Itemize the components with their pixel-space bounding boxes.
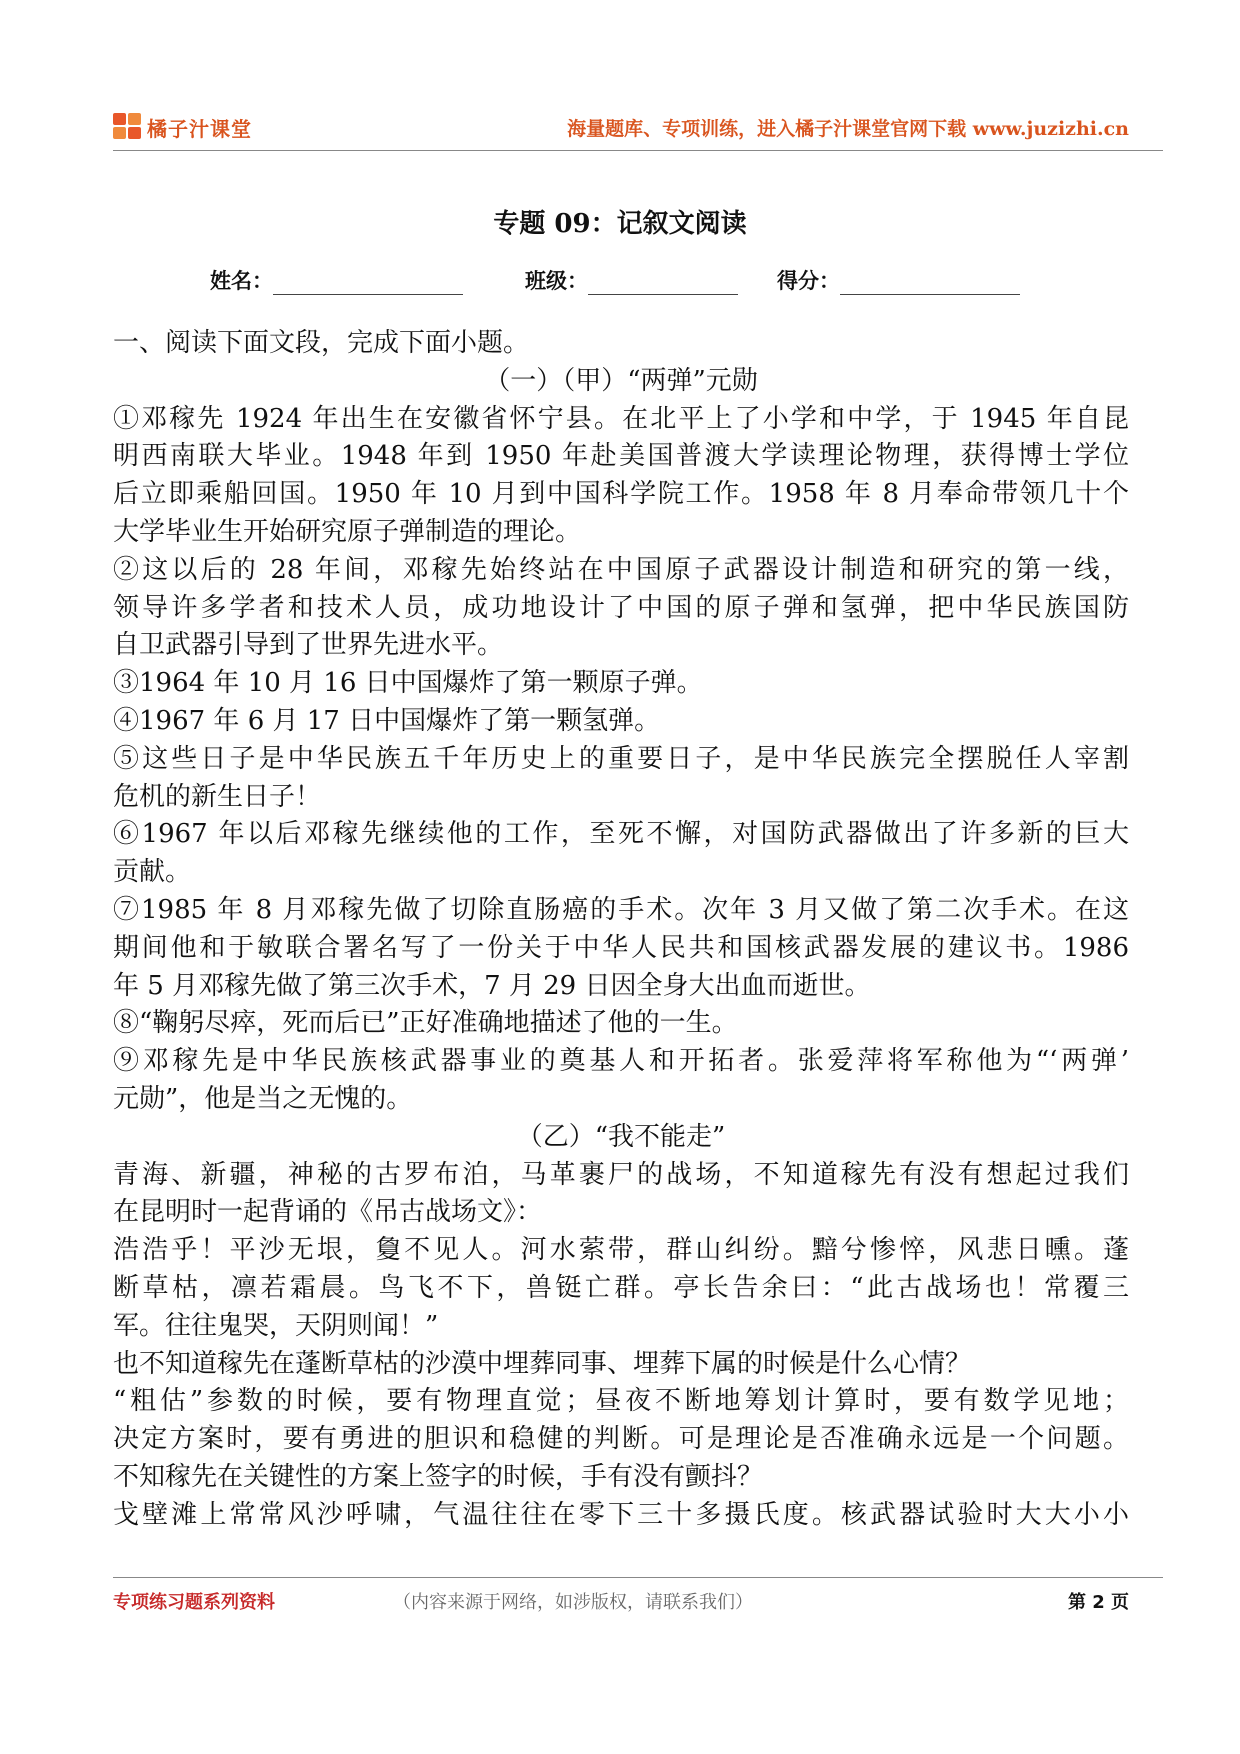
passage-line: ⑨邓稼先是中华民族核武器事业的奠基人和开拓者。张爱萍将军称他为“‘两弹’ <box>113 1046 1129 1077</box>
footer-divider <box>113 1577 1163 1578</box>
passage-line: （乙）“我不能走” <box>516 1121 726 1152</box>
class-blank[interactable] <box>588 270 738 295</box>
header-slogan: 海量题库、专项训练，进入橘子汁课堂官网下载 www.juzizhi.cn <box>567 118 1129 140</box>
header-divider <box>113 150 1163 151</box>
passage-line: ⑤这些日子是中华民族五千年历史上的重要日子，是中华民族完全摆脱任人宰割 <box>113 743 1129 774</box>
passage-line: 在昆明时一起背诵的《吊古战场文》： <box>113 1197 543 1228</box>
page-footer <box>113 1588 1129 1618</box>
passage-line: 年 5 月邓稼先做了第三次手术，7 月 29 日因全身大出血而逝世。 <box>113 970 871 1001</box>
passage-line: 大学毕业生开始研究原子弹制造的理论。 <box>113 516 582 547</box>
logo <box>113 112 252 142</box>
passage-line: 不知稼先在关键性的方案上签字的时候，手有没有颤抖？ <box>113 1461 764 1492</box>
passage-line: 军。往往鬼哭，天阴则闻！” <box>113 1310 439 1341</box>
passage-line: 危机的新生日子！ <box>113 781 322 812</box>
passage-line: 浩浩乎！平沙无垠，敻不见人。河水萦带，群山纠纷。黯兮惨悴，风悲日曛。蓬 <box>113 1235 1129 1266</box>
footer-series-label: 专项练习题系列资料 <box>113 1592 275 1613</box>
page-title: 专题 09：记叙文阅读 <box>493 209 747 239</box>
passage-line: ①邓稼先 1924 年出生在安徽省怀宁县。在北平上了小学和中学，于 1945 年自昆 <box>113 403 1129 434</box>
passage-line: ⑧“鞠躬尽瘁，死而后已”正好准确地描述了他的一生。 <box>113 1008 738 1039</box>
name-label: 姓名： <box>210 269 273 293</box>
passage-line: “粗估”参数的时候，要有物理直觉；昼夜不断地筹划计算时，要有数学见地； <box>113 1386 1129 1417</box>
score-blank[interactable] <box>840 270 1020 295</box>
passage-line: 决定方案时，要有勇进的胆识和稳健的判断。可是理论是否准确永远是一个问题。 <box>113 1424 1129 1455</box>
passage-line: 后立即乘船回国。1950 年 10 月到中国科学院工作。1958 年 8 月奉命带领几十个 <box>113 479 1129 510</box>
passage-line: 青海、新疆，神秘的古罗布泊，马革裹尸的战场，不知道稼先有没有想起过我们 <box>113 1159 1129 1190</box>
passage-line: ②这以后的 28 年间，邓稼先始终站在中国原子武器设计制造和研究的第一线， <box>113 554 1129 585</box>
score-field[interactable] <box>777 265 1020 295</box>
passage-line: ③1964 年 10 月 16 日中国爆炸了第一颗原子弹。 <box>113 668 703 699</box>
name-field[interactable] <box>210 265 463 295</box>
page-number: 第 2 页 <box>1067 1592 1129 1613</box>
passage-line: 自卫武器引导到了世界先进水平。 <box>113 630 504 661</box>
passage-line: 明西南联大毕业。1948 年到 1950 年赴美国普渡大学读理论物理，获得博士学位 <box>113 441 1129 472</box>
logo-text: 橘子汁课堂 <box>147 116 252 141</box>
logo-icon <box>113 113 143 141</box>
passage-line: 戈壁滩上常常风沙呼啸，气温往往在零下三十多摄氏度。核武器试验时大大小小 <box>113 1499 1129 1530</box>
reading-passage <box>113 325 1129 1535</box>
score-label: 得分： <box>777 269 840 293</box>
class-label: 班级： <box>525 269 588 293</box>
page-header <box>113 100 1129 150</box>
passage-line: 期间他和于敏联合署名写了一份关于中华人民共和国核武器发展的建议书。1986 <box>113 932 1129 963</box>
passage-line: ⑥1967 年以后邓稼先继续他的工作，至死不懈，对国防武器做出了许多新的巨大 <box>113 819 1129 850</box>
class-field[interactable] <box>525 265 738 295</box>
passage-line: 领导许多学者和技术人员，成功地设计了中国的原子弹和氢弹，把中华民族国防 <box>113 592 1129 623</box>
passage-line: ⑦1985 年 8 月邓稼先做了切除直肠癌的手术。次年 3 月又做了第二次手术。在这 <box>113 894 1129 925</box>
passage-line: ④1967 年 6 月 17 日中国爆炸了第一颗氢弹。 <box>113 705 661 736</box>
passage-line: 元勋”，他是当之无愧的。 <box>113 1083 413 1114</box>
passage-line: （一）（甲）“两弹”元勋 <box>484 365 758 396</box>
name-blank[interactable] <box>273 270 463 295</box>
passage-line: 一、阅读下面文段，完成下面小题。 <box>113 328 530 358</box>
passage-line: 断草枯，凛若霜晨。鸟飞不下，兽铤亡群。亭长告余曰：“此古战场也！常覆三 <box>113 1272 1129 1303</box>
footer-copyright-note: （内容来源于网络，如涉版权，请联系我们） <box>393 1592 753 1613</box>
passage-line: 贡献。 <box>113 857 192 888</box>
passage-line: 也不知道稼先在蓬断草枯的沙漠中埋葬同事、埋葬下属的时候是什么心情？ <box>113 1348 972 1379</box>
